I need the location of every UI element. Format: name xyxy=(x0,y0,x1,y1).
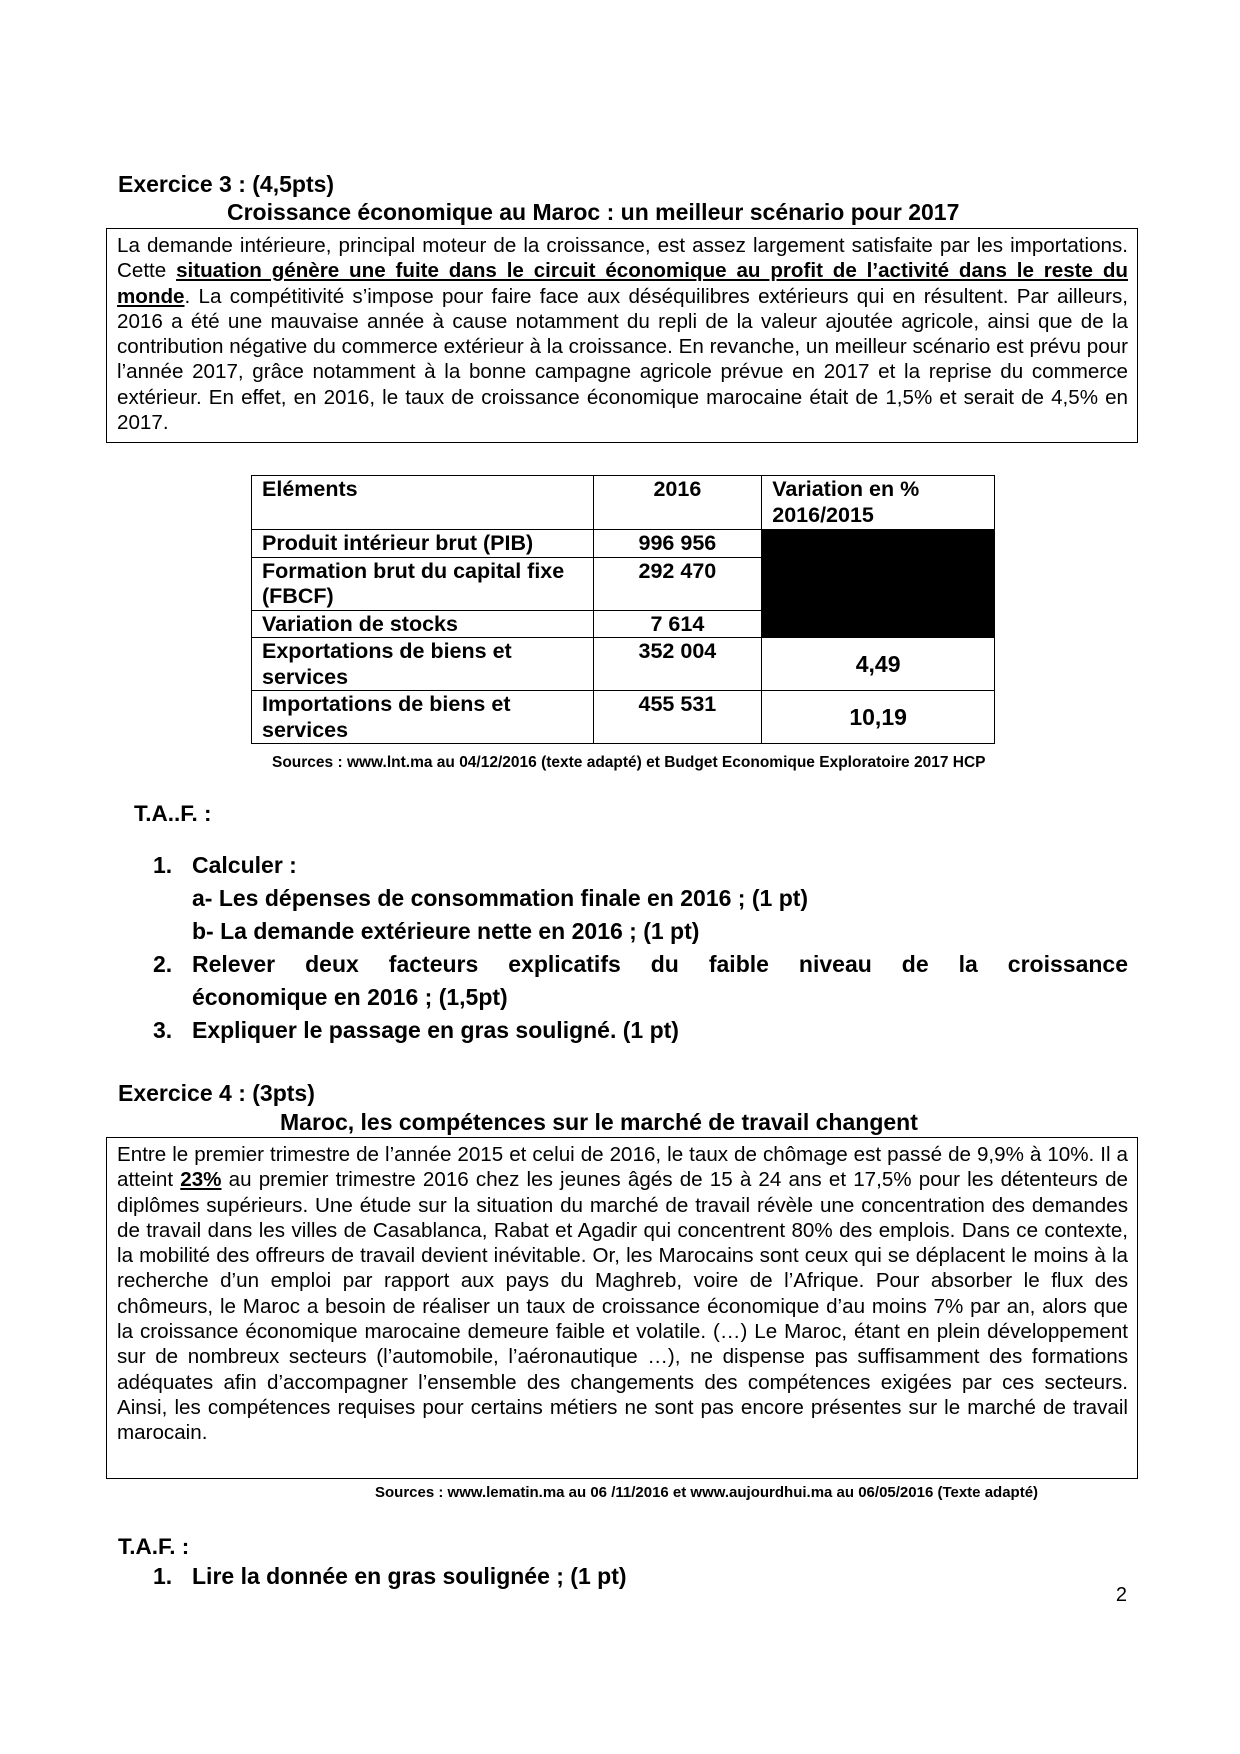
question-number: 3. xyxy=(153,1017,173,1043)
table-cell-masked-variation xyxy=(762,610,995,638)
exercise-4-emphasized-value: 23% xyxy=(180,1168,222,1192)
exercise-4-text-box xyxy=(106,1137,1138,1479)
exercise-3-taf-label: T.A..F. : xyxy=(134,801,212,826)
table-header-variation: Variation en % 2016/2015 xyxy=(762,476,995,530)
table-row xyxy=(252,530,995,558)
exercise-3-text-box xyxy=(106,228,1138,443)
table-cell-value: 292 470 xyxy=(593,557,762,610)
exercise-4-text-part-1: Entre le premier trimestre de l’année 2015 et celui de 2016, le taux de chômage est passé de 9,9% à 10%. Il a atteint xyxy=(117,1143,1128,1192)
table-cell-variation: 10,19 xyxy=(762,691,995,744)
question-number: 1. xyxy=(153,1563,173,1589)
exercise-3-text-part-1: La demande intérieure, principal moteur de la croissance, est assez largement satisfaite par les importations. Cette xyxy=(117,234,1128,283)
question-number: 2. xyxy=(153,951,173,977)
table-header-elements: Eléments xyxy=(252,476,594,530)
exercise-3-question-3 xyxy=(153,1014,1128,1047)
question-text: Expliquer le passage en gras souligné. (1 pt) xyxy=(192,1017,679,1043)
question-number: 1. xyxy=(153,852,173,878)
table-row xyxy=(252,610,995,638)
exercise-3-text-part-2: . La compétitivité s’impose pour faire face aux déséquilibres extérieurs qui en résultent. Par ailleurs, 2016 a été une mauvaise année à cause notamment du repli de la valeur ajoutée agricole, ainsi que de la contribution négative du commerce extérieur à la croissance. En revanche, un meilleur scénario est prévu pour l’année 2017, grâce notamment à la bonne campagne agricole prévue en 2017 et la reprise du commerce extérieur. En effet, en 2016, le taux de croissance économique marocaine était de 1,5% et serait de 4,5% en 2017. xyxy=(117,284,1128,435)
table-cell-element: Importations de biens et services xyxy=(252,691,594,744)
table-cell-value: 455 531 xyxy=(593,691,762,744)
table-row xyxy=(252,638,995,691)
table-cell-element: Produit intérieur brut (PIB) xyxy=(252,530,594,558)
exercise-3-question-2 xyxy=(153,948,1128,1014)
exercise-4-paragraph xyxy=(117,1142,1128,1446)
table-header-row xyxy=(252,476,995,530)
table-header-year: 2016 xyxy=(593,476,762,530)
table-cell-value: 7 614 xyxy=(593,610,762,638)
table-cell-masked-variation xyxy=(762,557,995,610)
page-number: 2 xyxy=(1115,1584,1127,1606)
table-cell-element: Formation brut du capital fixe (FBCF) xyxy=(252,557,594,610)
exercise-3-question-1b xyxy=(192,915,1092,948)
table-cell-value: 352 004 xyxy=(593,638,762,691)
table-cell-masked-variation xyxy=(762,530,995,558)
question-text-line-1: Relever deux facteurs explicatifs du faible niveau de la croissance xyxy=(192,951,1128,977)
exercise-4-taf-label: T.A.F. : xyxy=(118,1534,190,1559)
exercise-3-question-1a xyxy=(192,882,1092,915)
question-text: Calculer : xyxy=(192,852,297,878)
exercise-4-question-1 xyxy=(153,1560,1128,1593)
economic-data-table xyxy=(251,475,995,744)
table-cell-value: 996 956 xyxy=(593,530,762,558)
exercise-3-paragraph xyxy=(117,233,1128,435)
question-text: b- La demande extérieure nette en 2016 ; (1 pt) xyxy=(192,918,700,944)
exercise-3-question-1 xyxy=(153,849,1128,882)
question-text: a- Les dépenses de consommation finale en 2016 ; (1 pt) xyxy=(192,885,809,911)
exercise-3-heading: Exercice 3 : (4,5pts) xyxy=(118,171,335,197)
table-cell-element: Exportations de biens et services xyxy=(252,638,594,691)
exercise-4-subtitle: Maroc, les compétences sur le marché de travail changent xyxy=(280,1109,918,1135)
exercise-3-subtitle: Croissance économique au Maroc : un meilleur scénario pour 2017 xyxy=(227,199,960,225)
exercise-3-emphasized-passage: situation génère une fuite dans le circuit économique au profit de l’activité dans le reste du monde xyxy=(117,259,1128,308)
question-text-line-2: économique en 2016 ; (1,5pt) xyxy=(192,984,508,1010)
exercise-3-source: Sources : www.lnt.ma au 04/12/2016 (texte adapté) et Budget Economique Exploratoire 2017 HCP xyxy=(272,754,986,771)
table-row xyxy=(252,691,995,744)
question-text: Lire la donnée en gras soulignée ; (1 pt) xyxy=(192,1563,627,1589)
exercise-4-source: Sources : www.lematin.ma au 06 /11/2016 et www.aujourdhui.ma au 06/05/2016 (Texte adapté) xyxy=(375,1484,1039,1501)
table-row xyxy=(252,557,995,610)
table-cell-element: Variation de stocks xyxy=(252,610,594,638)
exercise-4-text-part-2: au premier trimestre 2016 chez les jeunes âgés de 15 à 24 ans et 17,5% pour les détenteurs de diplômes supérieurs. Une étude sur la situation du marché de travail révèle une concentration des demandes de travail dans les villes de Casablanca, Rabat et Agadir qui concentrent 80% des emplois. Dans ce contexte, la mobilité des offreurs de travail devient inévitable. Or, les Marocains sont ceux qui se déplacent le moins à la recherche d’un emploi par rapport aux pays du Maghreb, voire de l’Afrique. Pour absorber le flux des chômeurs, le Maroc a besoin de réaliser un taux de croissance économique d’au moins 7% par an, alors que la croissance économique marocaine demeure faible et volatile. (…) Le Maroc, étant en plein développement sur de nombreux secteurs (l’automobile, l’aéronautique …), ne dispense pas suffisamment des formations adéquates afin d’accompagner l’ensemble des changements des compétences exigées par ces secteurs. Ainsi, les compétences requises pour certains métiers ne sont pas encore présentes sur le marché de travail marocain. xyxy=(117,1168,1128,1445)
exercise-4-heading: Exercice 4 : (3pts) xyxy=(118,1080,315,1106)
table-cell-variation: 4,49 xyxy=(762,638,995,691)
